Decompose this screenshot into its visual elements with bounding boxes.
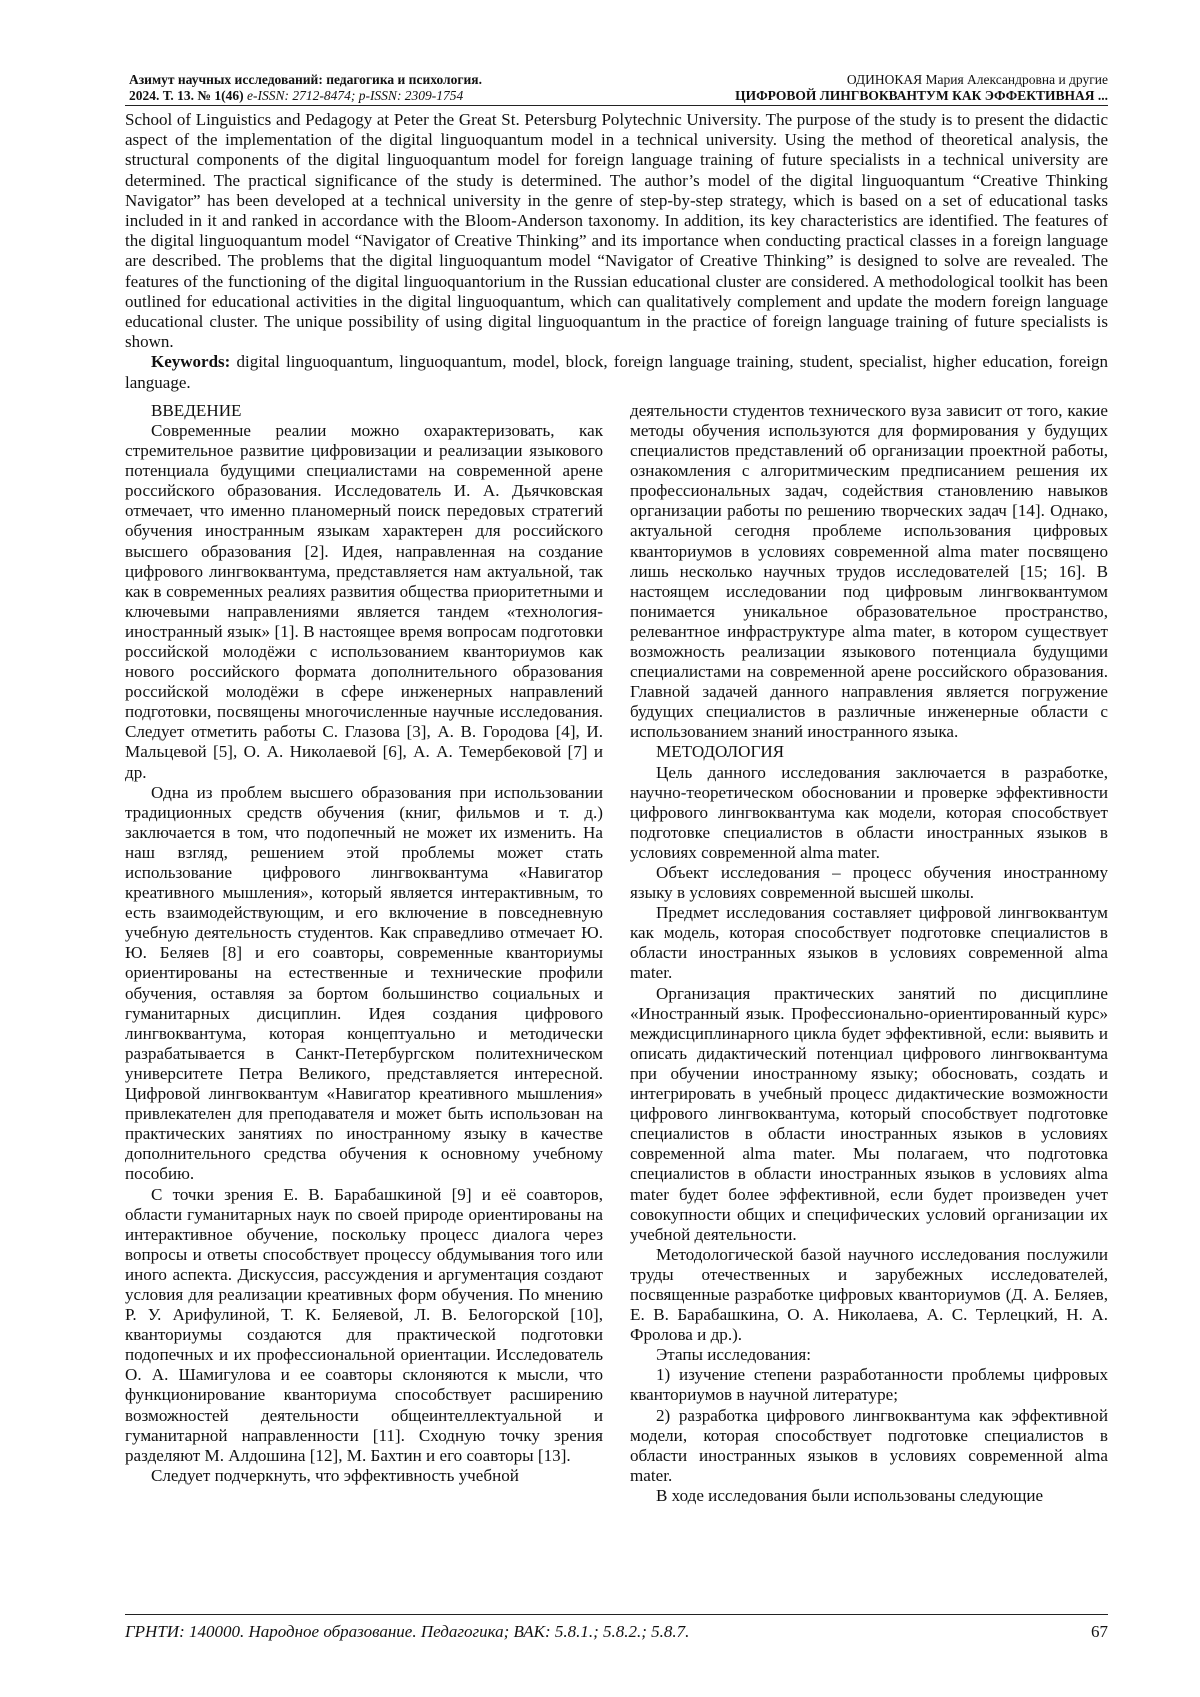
header-article-info (735, 72, 1108, 104)
right-column (630, 401, 1108, 1506)
keywords-list: digital linguoquantum, linguoquantum, model, block, foreign language training, student, specialist, higher education, foreign language. (125, 352, 1108, 392)
journal-issn: e-ISSN: 2712-8474; p-ISSN: 2309-1754 (246, 88, 464, 103)
page (125, 66, 1108, 1506)
keywords (125, 352, 1108, 392)
header-journal-info (129, 72, 482, 104)
running-header (125, 66, 1108, 102)
paragraph: Следует подчеркнуть, что эффективность учебной (151, 1465, 519, 1485)
page-number: 67 (1091, 1622, 1108, 1641)
paragraph: Объект исследования – процесс обучения иностранному языку в условиях современной высшей школы. (630, 863, 1108, 903)
header-authors: ОДИНОКАЯ Мария Александровна и другие (846, 72, 1108, 87)
list-item: 2) разработка цифрового лингвоквантума как эффективной модели, которая способствует подготовке специалистов в области иностранных языков в условиях современной alma mater. (630, 1405, 1108, 1485)
section-heading-introduction: ВВЕДЕНИЕ (151, 400, 242, 420)
abstract (125, 110, 1108, 393)
journal-issue: 2024. Т. 13. № 1(46) (129, 88, 244, 103)
body-columns (125, 401, 1108, 1506)
paragraph: Одна из проблем высшего образования при использовании традиционных средств обучения (книг, фильмов и т. д.) заключается в том, что подопечный не может их изменить. На наш взгляд, решением этой проблемы может стать использование цифрового лингвоквантума «Навигатор креативного мышления», который является интерактивным, то есть взаимодействующим, и его включение в повседневную учебную деятельность студентов. Как справедливо отмечает Ю. Ю. Беляев [8] и его соавторы, современные кванториумы ориентированы на естественные и технические профили обучения, оставляя за бортом большинство социальных и гуманитарных дисциплин. Идея создания цифрового лингвоквантума, которая концептуально и методически разрабатывается в Санкт-Петербургском политехническом университете Петра Великого, представляется интересной. Цифровой лингвоквантум «Навигатор креативного мышления» привлекателен для преподавателя и может быть использован на практических занятиях по иностранному языку в качестве дополнительного средства обучения к основному учебному пособию. (125, 782, 603, 1184)
page-footer (125, 1622, 1108, 1642)
paragraph: Современные реалии можно охарактеризовать, как стремительное развитие цифровизации и реализации языкового потенциала будущими специалистами на современной арене российского образования. Исследователь И. А. Дьячковская отмечает, что именно планомерный поиск передовых стратегий обучения иностранным языкам характерен для российского высшего образования [2]. Идея, направленная на создание цифрового лингвоквантума, представляется нам актуальной, так как в современных реалиях развития общества приоритетными и ключевыми направлениями является тандем «технология-иностранный язык» [1]. В настоящее время вопросам подготовки российской молодёжи с использованием кванториумов как нового российского формата дополнительного образования российской молодёжи в сфере инженерных направлений подготовки, посвящены многочисленные научные исследования. Следует отметить работы С. Глазова [3], А. В. Городова [4], И. Мальцевой [5], О. А. Николаевой [6], А. А. Темербековой [7] и др. (125, 420, 603, 782)
section-heading-methodology: МЕТОДОЛОГИЯ (656, 742, 785, 762)
paragraph: Методологической базой научного исследования послужили труды отечественных и зарубежных исследователей, посвященные разработке цифровых кванториумов (Д. А. Беляев, Е. В. Барабашкина, О. А. Николаева, А. С. Терлецкий, Н. А. Фролова и др.). (630, 1244, 1108, 1345)
paragraph: Цель данного исследования заключается в разработке, научно-теоретическом обосновании и проверке эффективности цифрового лингвоквантума как модели, которая способствует подготовке специалистов в области иностранных языков в условиях современной alma mater. (630, 762, 1108, 862)
keywords-label: Keywords: (151, 352, 231, 372)
list-item: 1) изучение степени разработанности проблемы цифровых кванториумов в научной литературе; (630, 1365, 1108, 1405)
header-article-title: ЦИФРОВОЙ ЛИНГВОКВАНТУМ КАК ЭФФЕКТИВНАЯ ... (735, 88, 1108, 103)
paragraph: Организация практических занятий по дисциплине «Иностранный язык. Профессионально-ориентированный курс» междисциплинарного цикла будет эффективной, если: выявить и описать дидактический потенциал цифрового лингвоквантума при обучении иностранному языку; обосновать, создать и интегрировать в учебный процесс дидактические возможности цифрового лингвоквантума, который способствует подготовке специалистов в области иностранных языков в условиях современной alma mater. Мы полагаем, что подготовка специалистов в области иностранных языков в условиях alma mater будет более эффективной, если будет произведен учет совокупности общих и специфических условий организации их учебной деятельности. (630, 983, 1108, 1244)
paragraph: В ходе исследования были использованы следующие (656, 1485, 1044, 1505)
journal-name: Азимут научных исследований: педагогика и психология. (129, 72, 482, 87)
paragraph: Предмет исследования составляет цифровой лингвоквантум как модель, которая способствует подготовке специалистов в области иностранных языков в условиях современной alma mater. (630, 903, 1108, 983)
footer-divider (125, 1614, 1108, 1615)
paragraph: Этапы исследования: (656, 1345, 812, 1365)
footer-classification: ГРНТИ: 140000. Народное образование. Педагогика; ВАК: 5.8.1.; 5.8.2.; 5.8.7. (125, 1622, 690, 1641)
paragraph: деятельности студентов технического вуза зависит от того, какие методы обучения используются для формирования у будущих специалистов представлений об организации проектной работы, ознакомления с алгоритмическим предписанием решения их профессиональных задач, содействия становлению навыков организации работы по решению творческих задач [14]. Однако, актуальной сегодня проблеме использования цифровых кванториумов в условиях современной alma mater посвящено лишь несколько научных трудов исследователей [15; 16]. В настоящем исследовании под цифровым лингвоквантумом понимается уникальное образовательное пространство, релевантное инфраструктуре alma mater, в котором существует возможность реализации языкового потенциала будущими специалистами на современной арене российского образования. Главной задачей данного направления является погружение будущих специалистов в различные инженерные области с использованием знаний иностранного языка. (630, 400, 1108, 742)
paragraph: С точки зрения Е. В. Барабашкиной [9] и её соавторов, области гуманитарных наук по своей природе ориентированы на интерактивное обучение, поскольку процесс диалога через вопросы и ответы способствует процессу обдумывания того или иного аспекта. Дискуссия, рассуждения и аргументация создают условия для реализации креативных форм обучения. По мнению Р. У. Арифулиной, Т. К. Беляевой, Л. В. Белогорской [10], кванториумы создаются для практической подготовки подопечных и их профессиональной ориентации. Исследователь О. А. Шамигулова и ее соавторы склоняются к мысли, что функционирование кванториума способствует расширению возможностей деятельности общеинтеллектуальной и гуманитарной направленности [11]. Сходную точку зрения разделяют М. Алдошина [12], М. Бахтин и его соавторы [13]. (125, 1184, 603, 1465)
left-column (125, 401, 603, 1506)
abstract-text: School of Linguistics and Pedagogy at Peter the Great St. Petersburg Polytechnic University. The purpose of the study is to present the didactic aspect of the implementation of the digital linguoquantum model in a technical university. Using the method of theoretical analysis, the structural components of the digital linguoquantum model for foreign language training of future specialists in a technical university are determined. The practical significance of the study is determined. The author’s model of the digital linguoquantum “Creative Thinking Navigator” has been developed at a technical university in the genre of step-by-step strategy, which is based on a set of educational tasks included in it and ranked in accordance with the Bloom-Anderson taxonomy. In addition, its key characteristics are identified. The features of the digital linguoquantum model “Navigator of Creative Thinking” and its importance when conducting practical classes in a foreign language are described. The problems that the digital linguoquantum model “Navigator of Creative Thinking” is designed to solve are revealed. The features of the functioning of the digital linguoquantorium in the Russian educational cluster are considered. A methodological toolkit has been outlined for educational activities in the digital linguoquantum, which can qualitatively complement and update the modern foreign language educational cluster. The unique possibility of using digital linguoquantum in the practice of foreign language training of future specialists is shown. (125, 110, 1108, 352)
header-divider (125, 105, 1108, 106)
